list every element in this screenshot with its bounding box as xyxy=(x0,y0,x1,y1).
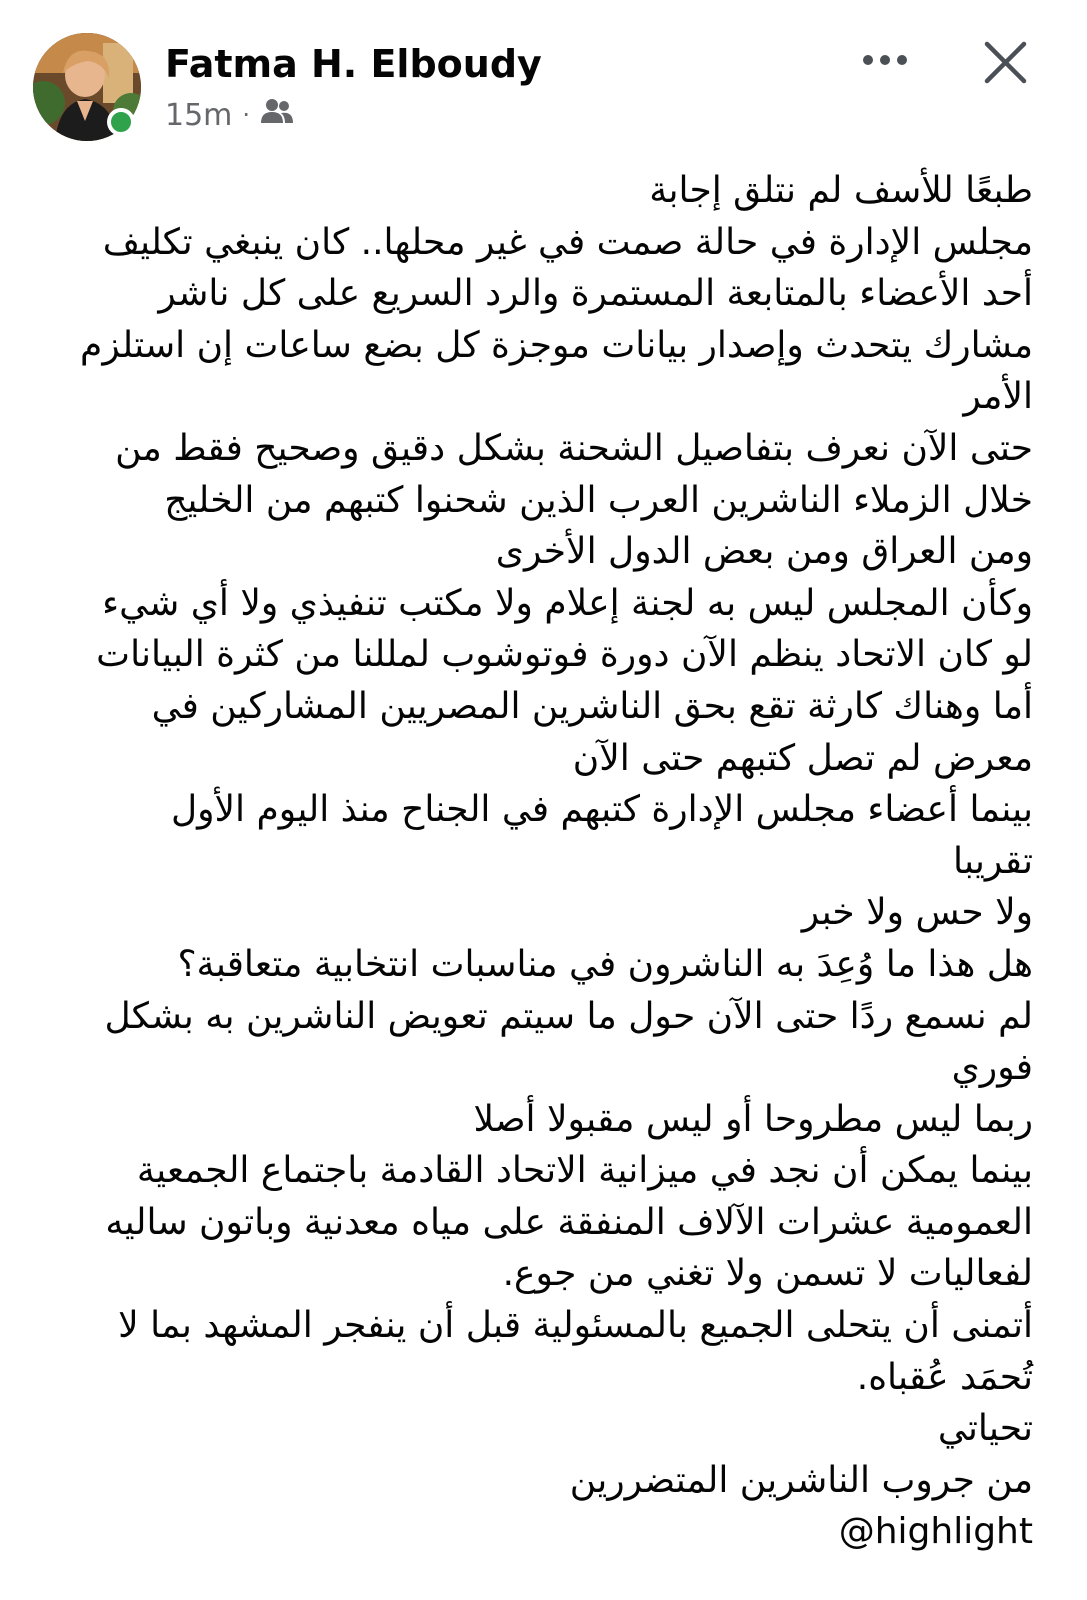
more-options-icon[interactable] xyxy=(855,40,915,80)
post-text-line: أتمنى أن يتحلى الجميع بالمسئولية قبل أن ينفجر المشهد بما لا xyxy=(118,1305,1033,1347)
post-text-line: حتى الآن نعرف بتفاصيل الشحنة بشكل دقيق وصحيح فقط من xyxy=(115,427,1033,469)
post-text-line: ومن العراق ومن بعض الدول الأخرى xyxy=(495,531,1033,573)
post-text-line: أحد الأعضاء بالمتابعة المستمرة والرد السريع على كل ناشر xyxy=(158,273,1033,315)
post-text-line: من جروب الناشرين المتضررين xyxy=(569,1459,1033,1501)
post-timestamp[interactable]: 15m xyxy=(165,97,233,133)
post-text-line: ربما ليس مطروحا أو ليس مقبولا أصلا xyxy=(473,1098,1033,1140)
post-text-line: الأمر xyxy=(963,376,1033,418)
post-text-line: تقريبا xyxy=(953,840,1033,882)
post-text-line: هل هذا ما وُعِدَ به الناشرون في مناسبات انتخابية متعاقبة؟ xyxy=(177,943,1033,985)
post-meta xyxy=(165,95,294,135)
post-text-line: لفعاليات لا تسمن ولا تغني من جوع. xyxy=(502,1253,1033,1295)
post-text-line: معرض لم تصل كتبهم حتى الآن xyxy=(572,737,1033,779)
meta-separator: · xyxy=(242,101,251,129)
post-text-line: فوري xyxy=(951,1047,1033,1089)
post-text-line: لم نسمع ردًا حتى الآن حول ما سيتم تعويض الناشرين به بشكل xyxy=(104,995,1033,1037)
post-header xyxy=(0,0,1087,160)
post-text-line: لو كان الاتحاد ينظم الآن دورة فوتوشوب لمللنا من كثرة البيانات xyxy=(96,634,1033,676)
post-text-line: بينما أعضاء مجلس الإدارة كتبهم في الجناح منذ اليوم الأول xyxy=(170,789,1033,831)
post-text-line: العمومية عشرات الآلاف المنفقة على مياه معدنية وباتون ساليه xyxy=(105,1201,1033,1243)
post-text-line: بينما يمكن أن نجد في ميزانية الاتحاد القادمة باجتماع الجمعية xyxy=(136,1150,1033,1192)
friends-icon[interactable] xyxy=(260,97,294,133)
post-text-line: مشارك يتحدث وإصدار بيانات موجزة كل بضع ساعات إن استلزم xyxy=(80,324,1033,366)
close-icon[interactable] xyxy=(978,35,1033,90)
author-name[interactable]: Fatma H. Elboudy xyxy=(165,42,542,86)
post-text-line: طبعًا للأسف لم نتلق إجابة xyxy=(649,170,1033,211)
post-text-line: مجلس الإدارة في حالة صمت في غير محلها.. كان ينبغي تكليف xyxy=(102,221,1033,263)
post-text-line: تحياتي xyxy=(937,1408,1033,1450)
online-status-indicator xyxy=(107,108,135,136)
post-text-line: أما وهناك كارثة تقع بحق الناشرين المصريين المشاركين في xyxy=(151,685,1033,727)
post-text-line: ولا حس ولا خبر xyxy=(801,892,1033,934)
post-text-line: وكأن المجلس ليس به لجنة إعلام ولا مكتب تنفيذي ولا أي شيء xyxy=(102,582,1033,624)
post-body xyxy=(38,165,1033,1558)
mention-link[interactable]: @highlight xyxy=(838,1511,1033,1553)
post-text-line: تُحمَد عُقباه. xyxy=(856,1356,1033,1398)
post-text-line: خلال الزملاء الناشرين العرب الذين شحنوا كتبهم من الخليج xyxy=(164,479,1033,521)
